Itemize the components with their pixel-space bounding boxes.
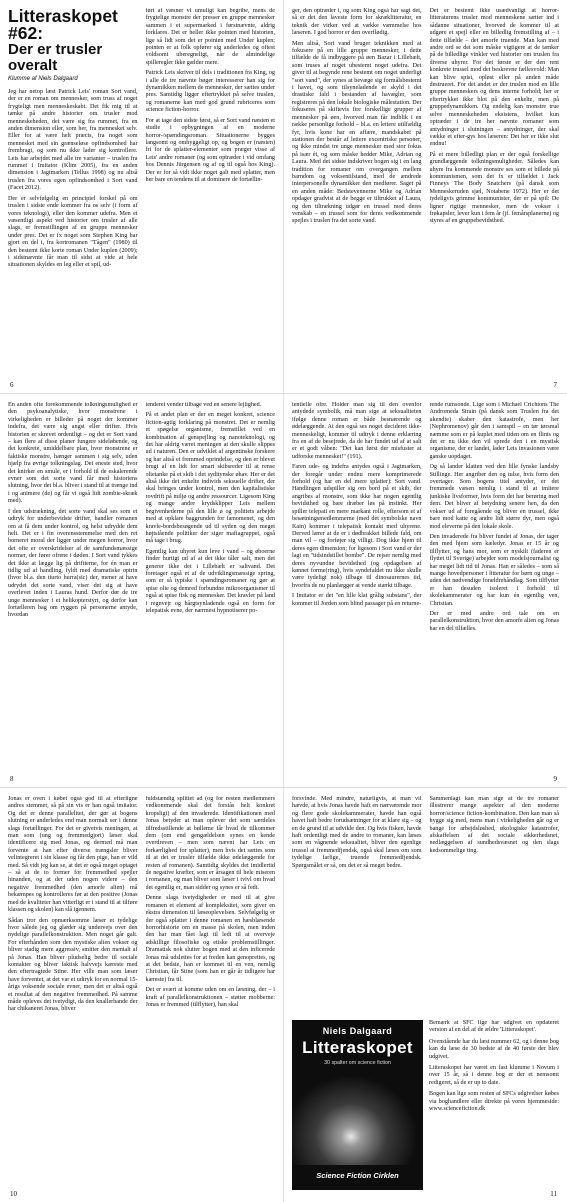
paragraph: Der er med andre ord tale om en parallelkonstruktion, hvor den amorfe alien og Jonas har en del tilfælles. [429,610,559,632]
page10-column-2 [146,796,276,1184]
paragraph: Der er selvfølgelig en principiel forskel på om truslen i sidste ende kommer fra os selv (i form af vores teknologi), eller den kommer udefra. Men et væsentligt aspekt ved historier om trusler af alle slags, er fremstillingen af en gruppe mennesker under pres. Det er fx noget som Stephen King har gjort en del i, fra kortromanen "Tågen" (1980) til den bestemt ikke korte roman Under kuplen (2009); i sidstnævnte får man til sidst at vide at hele situationen skyldes en leg eller et spil, ud- [8,195,138,269]
paragraph: tenderet vender tilbage ved en senere lejlighed. [145,402,262,408]
page9-column-1 [292,402,422,769]
paragraph: Sammenlagt kan man sige at de tre romaner illustrerer mange aspekter af den moderne horror/science fiction-kombination. Den kan man så hygge sig med, mens man i virkeligheden går og er bange for arbejdsløshed, økologiske katastrofer, afskaffelsen af det sociale sikkerhedsnet, nedlæggelsen af sundhedsvæsnet og den slags kedsommelige ting. [429,796,559,854]
page-number: 9 [553,775,557,783]
paragraph: ført af væsner vi umuligt kan begribe, mens de frygtelige monstre der presser en gruppe mennesker sammen i et supermarked i førstnævnte, aldrig forklares. Det er heller ikke pointen med historien, lige så lidt som det er pointen med Under kuplen; pointen er at folk opfører sig anderledes og oftest voldsomt uberegneligt, når de almindelige spilleregler ikke gælder mere. [145,8,275,66]
page-8 [0,394,284,787]
article-title: Litteraskopet #62: [8,8,118,43]
page-number: 8 [10,775,14,783]
paragraph: rende rumsonde. Lige som i Michael Crichtons The Andromeda Strain (på dansk som Truslen fra det ukendte) skaber den katastrofe, men her (Nephromenov) går den i samspil – en tør tørsmal næmme som er på kuplet med tiden om en flints og det er nu ikke den vil sprede den i en mystisk organisme, der er landet, lader Leis invasionen være ganske uopdaget. [429,402,559,460]
page11-column-1 [292,796,422,1012]
paragraph: Litteraskopet har været en fast klumme i Novum i over 15 år, så i denne bog er der et nemsomt redigeret, så de er up to date. [429,1065,559,1086]
paragraph: fuldstændig splittet ad (og for resten medlemmers vedkommende skal det forstås helt konkret kropsligt) af den invaderede. Identifikationen med Jonas betyder at man oplever det som særdeles tilfredsstillende at bølleme får hvad de tilkommer dem (om end gengældelsen synes en kende overdreven – men som nævnt har Leis en forkærlighed for splatter), men hvis det sættes som til at det er trusler tilfælde ikke ødelæggende for resten af romanen). Samtidig skyldes det imidlertid de negative kræfter, som er årsagen til hele miseren i romanen, og man bliver som læser i tvivl om hvad det egentlig er, man sidder og synes er så fedt. [145,796,275,891]
paragraph: Og så lander klatten ved den lille fynske landsby Stillinge. Her angriber den og tulse, hvis form den overtager. Som bogens titel antyder, er det fremmede væsen nemlig i stand til at imitere junkiske livsformer, hvis form det har berøring med dem. Det bliver af betydning senere hen, da den vokser ud af foregående og bliver en trussel, ikke bare mod katte og andre lidt større dyr, men også mod eleverne på den lokale skole. [429,464,559,530]
page7-column-2 [430,8,560,375]
book-title: Litteraskopet [302,1038,413,1057]
cover-illustration [292,1070,423,1165]
paragraph: forsvinde. Med mindre, naturligvis, at man vil hævde, at hvis Jonas havde haft en nærværende mor og flere gode skolekammerater, havde han også havet haft bedre forudsætninger for at klare sig – og en de grund til at udvikle den. Og hvis fisken, havde haft ordentligt med de andre to romaner, kan læses som en vågnende seksualitet, bliver den egenlige trussel at fremmedfjendsk, også skal læses om som tydelige farlige, truende fremmedfjendsk. Spørgsmålet er så, om det er så meget bedre. [292,796,422,869]
page-6 [0,0,284,393]
page6-column-2 [146,8,276,375]
page-11 [284,788,567,1202]
page-number: 6 [10,381,14,389]
page-10 [0,788,284,1202]
paragraph: Jeg har netop læst Patrick Leis' roman Sort vand, der er en roman om mennesker, som truss af noget frygteligt men menneskeskabt. Det fik mig til at tænke på andre historier om trusler mod menneskeheden, det være sig fra rummet, fra en anden dimension eller, som her, fra mennesket selv. Eller for at være helt præcis, fra noget som mennesket med sin grænseløse opfindsomhed har frembragt, og som nu ikke lader sig kontrollere. Leis har arbejdet med alle tre varianter – truslen fra rummet i Imitator (Klim 2005), fra en anden dimension i Jagtmarken (Tellus 1998) og nu altså truslen fra vores egen opfindsomhed i Sort vand (Facet 2012). [8,89,138,192]
article-subtitle: Der er trusler overalt [8,41,103,74]
page-number: 10 [10,1190,17,1198]
paragraph: tentielle ofre. Holder man sig til den ovenfor antydede symbolik, må man sige at seksualiteten ifølge denne roman er både besnærende og ødelæggende. At den også ses noget decideret ikke-menneskeligt, kommer til udtryk i denne erklæring fra en af de besejrede, da de har fundet ud af at salt er et godt våben: "Det kan først der misfuster at udforske mennesket!" (191). [292,402,422,460]
page8-column-1 [8,402,138,769]
page-number: 11 [550,1190,557,1198]
paragraph: På et andet plan er der en meget konkret, science fiction-agtig forklaring på monstret. Det er nemlig et spøgelse organisme, fremstillet ved en kombination af genspejling og nanoteknologi, og det har aldrig været meningen at den skulle slippes ud i naturen. Den er udviklet af argentinske forskere og har altså et fremmed oprindelse, og den er blevet brugt af en lidt for smart skibsreder til at rense olietanke på et skib i det syditynske øhav. Her er det altså ikke det enkelte individs seksuelle drifter, der skal bringes under kontrol, men den kapitalistiske rovdrift på miljø og andre ressourcer. Ligesom King og mange andre krydsklipper Leis mellem begivenhederne på den lille ø og politiets arbejde med at opklare baggrunden for fænomenet, og den kravle-bordsbesøgende ud til syden og den meget højtstående politiker der siger mafiagruppet, også må tage i brug. [145,412,275,545]
paragraph: ger, den optræder i, og som King også har sagt det, så er det den laveste form for skræklitteratur, en teknik der virker ved at vække væmmelse hos læseren. I god horror er den overflødig. [292,8,422,37]
paragraph: Ovenstående har du læst nummer 62, og i denne bog kan du læse de 30 bedste af de 40 første der blev udgivet. [429,1038,559,1060]
page-number: 7 [553,381,557,389]
paragraph: I Imitator er det "en lille klat grålig substans", der kommer til Jorden som blind passager på en returne- [292,593,422,607]
book-cover-image [292,1020,423,1190]
paragraph: Jonas er oven i købet også god til at efterligne andres stemmer, så på sin vis er han også imitator. Og det er denne parallelitet, der gør at bogens slutning er anderledes end man normalt ser i denne slags fortællinger. For det er givetvis meningen, at man som (ung og fremmedgjort) læser skal identificere sig med Jonas, og dermed må man forvente at han efter diverse trængsler bliver velintegreret i sin klasse og får den pige, han er vild med. Så vidt jeg kan se, at det er også meget optaget – så at de to former for fremmedhed spejler hinanden, og at der uden nogen videre – den negative fremmedhed (den amorfe alien) må bekæmpes og kontrolleres før at den positive (Jonas med de kvaliteter han vitterligt er i stand til at tilføre klassen og skolen) kan slå igennem. [8,796,138,914]
paragraph: Bemærk at SFC lige har udgivet en opdateret version af en del af de ældre 'Litteraskopet'. [429,1020,559,1034]
book-notes [429,1020,559,1190]
paragraph: Egentlig kan uhyret kun leve i vand – og øboerne finder hurtigt ud af at det ikke tåler salt, men det generer ikke det i Lillebælt er saltvand. Det foretager også et af de udviklingsmæssige spring, som er så typiske i spændingsromaner og gør at spise olie og demred forbundne mikroorganismer til også at spise fisk og mennesker. Det kravler på land i regnvejr og hårgtsynladende også en form for telepatisk evne, der nærmest hypnotiserer po- [145,548,275,614]
page-7 [284,0,567,393]
page7-column-1 [292,8,422,375]
paragraph: Faren ude- og indefra antydes også i Jagtmarken, der foregår under endnu mere komprimerede forhold (og har en del mere splatter): Sort vand. Handlingen udspiller sig om bord på et skib, der angribes af monstre, som ikke har nogen egentlig bevidsthed og bare dræber løs på instinkt. Her spiller telepati en mere markant rolle, eftersom et af besætningsmedlemmerne (med det symbolske navn Kain) kommer i telepatisk kontakt med uhyrene. Derved lærer at de er i dødbrakket billede fald, om man vil – og forføjer sig villigt. Dog ikke hjem til deres egen dimension; for ligesom i Sort vand er der lagt en "tidsindstillet bombe". De rejser nemlig med deres nyvundne bevidsthed (og opdagelsen af kønnet forme(ring), hvis syndefaldet nu ikke skulle være tydeligt nok) tilbage til dinosaurernes tid, hvorfra de nu planlægger at vende stærkt tilbage. [292,464,422,589]
page-9 [284,394,567,787]
paragraph: På et mere billedligt plan er der også forskellige grundlæggende tolkningsmuligheder. Således kan uhyre fra kommende monstre ses som et billede på kommunismen, som det fx er tilfældet i Jack Finneys The Body Snatchers (på dansk som Menneskeruden sjæl, Notabene 1972). Her er det tydeligvis grimme kommunister, der er på spil: De ligner rigtige mennesker, men de vokser i frøkapsler, lever kun i fem år (jf. femårsplanerne) og styres af en gruppebevidsthed. [429,151,559,225]
paragraph: Men altså, Sort vand bruger teknikken med at fokusere på en lille gruppe mennesker, i dette tilfælde de få indbyggere på øen Bazar i Lillebælt, som truses af noget ubestemt noget udefra. Det giver til at begynde rene bestemt om noget underligt "sort vand", der synes at bevæge sig formålsbestemt i havet, og som tilsyneladende er skyld i det drastiske fald i bestanden af havægler, som registreres på den lokale biologiske målestation. Der fokuseres på skiftevis fire forskellige grupper af mennesker på øen, hvorved man får indblik i en række personlige forhold – bl.a. en lettere utilfældig fyr, hvis kone har en affære, mandskabet på stationen der består af lettere excentriske personer, og ikke mindst tre unge mennesker med stor fokus på især ét, og som måske hedder Mike, Adrian og Laura. Med det sidste indskriver bogen sig i en lang tradition for romaner om overgangen mellem barndom og voksentilstand, med de ændrede interpersonelle dynamikker den medfører. Saget på en anden måde: Bedstevennerne Mike og Adrian opdager gradvist at de begge er tiltrukket af Laura, og den tiltrækning udgør en trussel mod deres venskab – en trussel som for deres vedkommende spejles i truslen fra det sorte vand. [292,40,422,225]
paragraph: Det er svært at komme uden om en læsning, der – i kraft af parallelkonstruktionen – støtter mobberne: Jonas er fremmed (tilflytter), han skal [145,987,275,1008]
paragraph: Denne slags tvetydigheder er med til at give romanen et element af kompleksitet, som giver en ekstra dimension til læseoplevelsen. Selvfølgelig er der også splatter i denne romanen en hæsblæsende horrorhistorie om en masse på skolen, men inden den har man fået lagt til ledt til at overveje adskillige filosofiske og etiske problemstillinger. Dramatisk nok slutter bogen med at den inficerede Jonas må udslettes for at freden kan genoprettes, og at det bedste, han er kommet til en ven, nemlig Christian, får Stine (som han er går år tidligere har kæreste) fra til. [145,895,275,983]
spread-pages-6-7 [0,0,567,394]
spread-pages-10-11 [0,788,567,1202]
paragraph: Bogen kan lige som resten af SFCs udgivelser købes via boghandlere eller direkte på vores hjemmeside: www.sciencefiction.dk [429,1091,559,1113]
book-publisher: Science Fiction Cirklen [316,1171,399,1180]
book-subtitle: 30 spalter om science fiction [324,1060,391,1066]
page10-column-1 [8,796,138,1184]
page6-column-1 [8,8,138,375]
book-author: Niels Dalgaard [322,1026,393,1036]
paragraph: Sådan tror den opmærksomme læser et tydelige hvor sålede jeg og glæder sig undervejs over den nydelige parallelkonstruktion. Men noget går galt. For efterhånden som den mystiske alien vokser og bliver stadig mere aggressiv, smitter den mentalt af på Jonas. Han bliver pludselig bedre til sociale kontakter og bliver faktisk halvvejs kæreste med den eftertragtede Stine. Her ville man som læser have forventet, at det var et udtryk for en normal 15-årigs voksende sociale evner, men det er altså også et resultat af den negative fremmedhed. På samme måde opleves det tvetydigt, da den knallerbande der har chikaneret Jonas, bliver [8,917,138,1013]
article-byline: Klumme af Niels Dalgaard [8,76,78,82]
page8-column-2 [146,402,276,769]
paragraph: Patrick Leis skriver til dels i traditionen fra King, og i alle de tre nævnte bøger interesserer han sig for dynamikken mellem de mennesker, der sættes under pres. Samtidig ligger eftertrykket på selve truslen, og romanerne kan med god grund rubriceres som science fiction-horror. [145,70,275,114]
paragraph: For at tage den sidste først, så er Sort vand næsten et studie i opbygningen af en moderne horror-/spændingsroman. Situationerne bygges langsomt og omhyggeligt op, og bogen er (næsten) fri for de splatter-elementer som præger visse af Leis' andre romaner (og som optræder i vid omfang hos Dennis Jürgensen og af og til også hos King). Der er for så vidt ikke noget galt med splatter, men her bare en tendens til at dominere de fortællin- [145,117,275,183]
paragraph: En anden ofte forekommende tolkningsmulighed er den psykoanalytiske, hvor monstrene i virkeligheden er billeder på noget der kommer indefra, det være sig angst eller drifter. Hvis historien er skrevet ordentligt – og det er Sort vand – kan flere af disse planer fungere sideløbende, og det konkrete, umiddelbare plan, hvor monstrene er faktiske monstre, hænger sammen i sig selv, uden hjælp fra øvrige tolkningslag. Det eneste sted, hvor det knirker en smule, er i forhold til de eskalerende evner som det sorte vand får med historiens slutning, hvor det bl.a. bliver i stand til at trænge ind i og animere (de) og får vi også lidt zombie-skræk med). [8,402,138,505]
page9-column-2 [430,402,560,769]
paragraph: I den udstrækning, det sorte vand skal ses som et udtryk for underbevidste drifter, handler romanen om at få dem under kontrol, og helst udrydde dem helt. Det er i fin overensstemmelse med den ret borneret moral der ligger under megen horror, hvor det ofte er overskridelser af de samfundsmæssige normer, der fører ofrene i døden. I Sort vand tykkes det ikke at lægge lig på driftterne, for én man er tidlig ud af handling, fyldt med dramatiske optrin (hvor bl.a. den tiurto hurra(sic) der, mener at have udrydet det sorte vand, viser det sig at have overlevet inden i Lauras hund. Derfor dør de tre unge mennesker i et helikopterstyrt, og derfor kan fortælleren bag om ryggen på personerne antyde, hvordan [8,508,138,619]
spread-pages-8-9 [0,394,567,788]
paragraph: Den invaderede fra bliver fundet af Jonas, der tager den med hjem som kæledyr. Jonas er 15 år og tilflytter, og hans mor, som er nyskilt (faderen er flyttet til Sverige) arbejder som modelsjournalist og har meget lidt tid til Jonas. Han er således – som så mange hovedpersoner i litteratur for børn og unge – uden det nødvendige forældrehåndlag. Som tilflytter er han desuden isoleret i forhold til skolekammerater og har kun én egentlig ven, Christian. [429,533,559,607]
page11-column-2 [430,796,560,1012]
paragraph: Det er bestemt ikke usædvanligt at horror-litteraturens trusler mod menneskene sætter ind i sådanne situationer, hvorved de kommer til at udgøre et spejl eller en billedlig fremstilling af – i dette tilfælde – det amorfe truende. Man kan med andre ord se det som måske vigtigere at de tænker på de billedlige vinkler ved historier om truslen fra diverse uhyrer. For det første er der den rent konkrete trussel mod det beskrevne fællesvold: Man kan blive spist, opløst eller på anden måde destrueret. For det andet er der truslen mod en lille gruppe menneskers og dens interne forhold; her er eftertrykket ikke blot på den enkelte, men på gruppedynamikken. Og endelig kan monstre true selve menneskeheden eksistens, hvilket kun optræder i de tre her nævnte romaner som antydninger i slutningen – antydninger, der skal vække et efter-gys hos læseren: Det her er ikke slut endnu! [429,8,559,148]
